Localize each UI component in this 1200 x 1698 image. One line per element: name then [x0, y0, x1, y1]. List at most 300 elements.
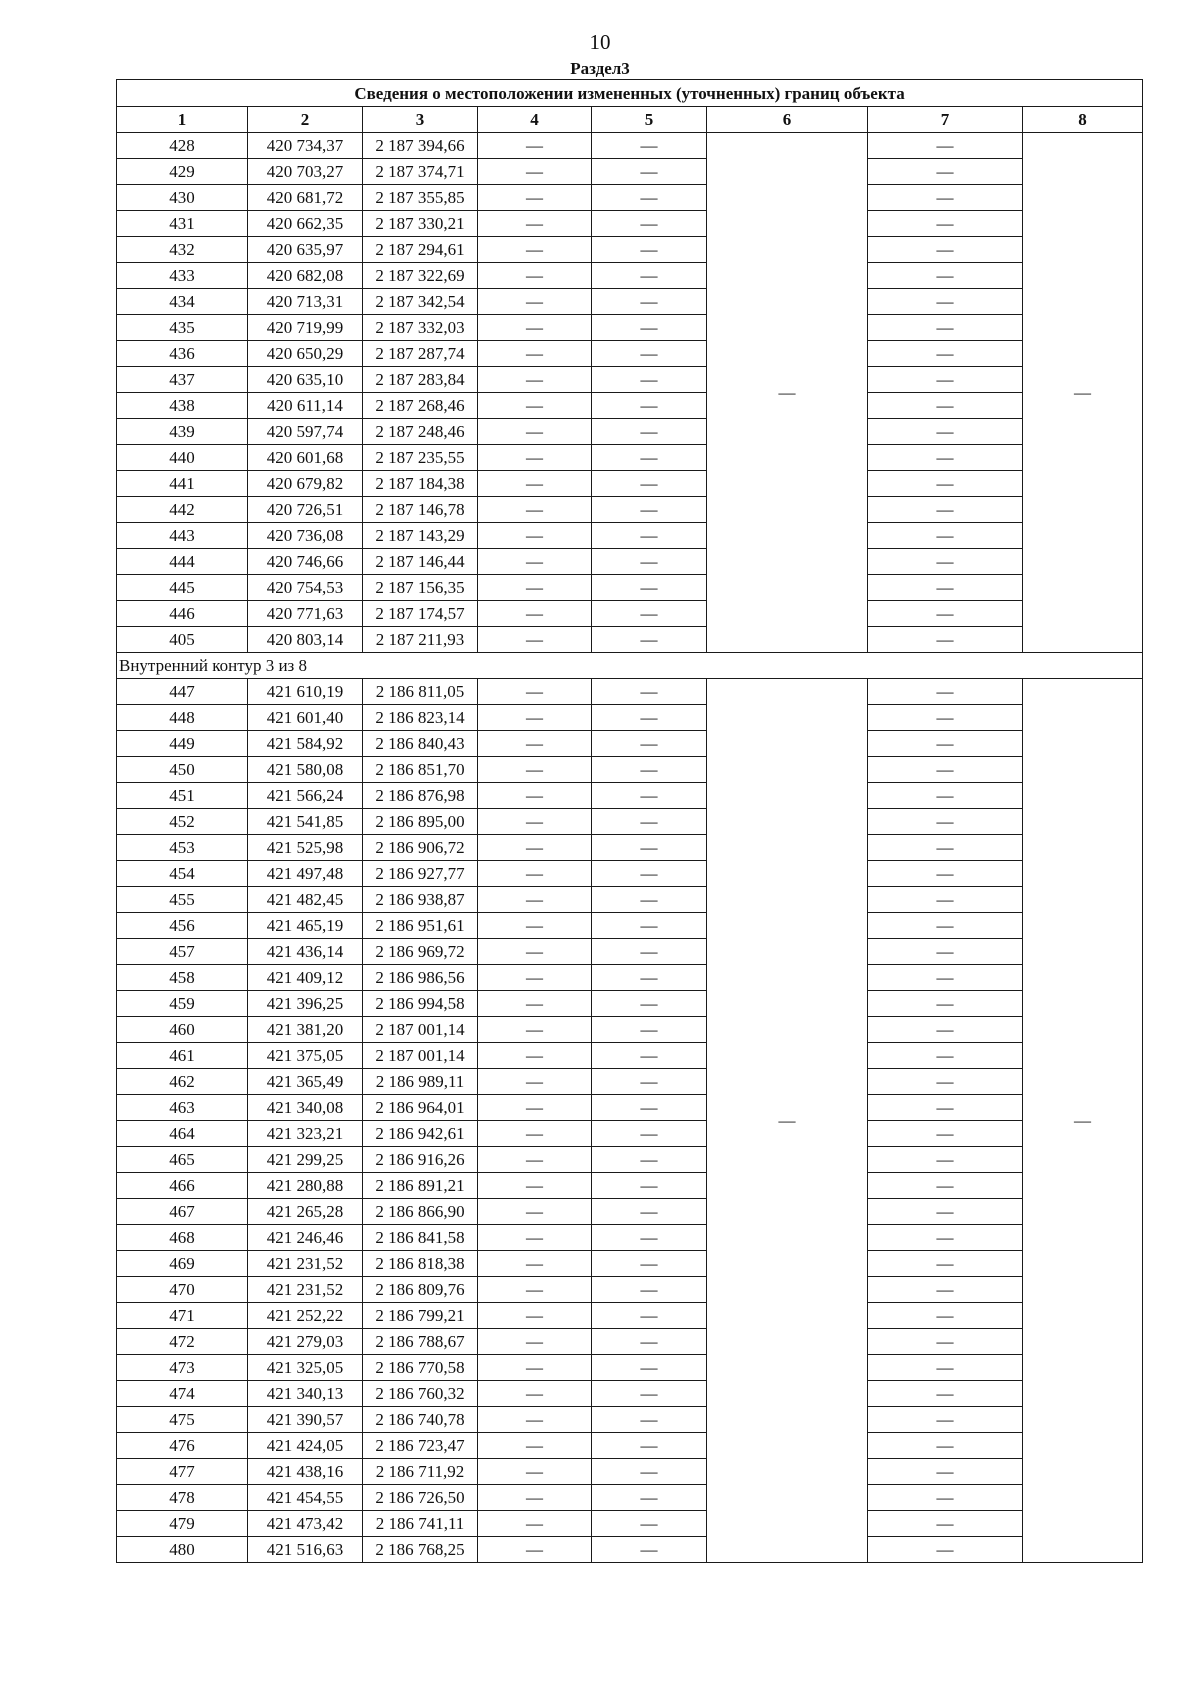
table-row — [117, 809, 1143, 835]
table-row — [117, 1407, 1143, 1433]
col5-dash-cell: — — [592, 263, 707, 289]
coordinates-table — [116, 79, 1143, 1563]
coord-x-cell: 421 541,85 — [248, 809, 363, 835]
coord-y-cell: 2 187 330,21 — [363, 211, 478, 237]
col5-dash-cell: — — [592, 549, 707, 575]
col5-dash-cell: — — [592, 1199, 707, 1225]
col4-dash-cell: — — [478, 1225, 592, 1251]
coord-y-cell: 2 187 211,93 — [363, 627, 478, 653]
col4-dash-cell: — — [478, 497, 592, 523]
col5-dash-cell: — — [592, 1459, 707, 1485]
point-number-cell: 430 — [117, 185, 248, 211]
table-row — [117, 939, 1143, 965]
coord-y-cell: 2 187 143,29 — [363, 523, 478, 549]
col4-dash-cell: — — [478, 1277, 592, 1303]
col7-dash-cell: — — [868, 1121, 1023, 1147]
coord-y-cell: 2 186 927,77 — [363, 861, 478, 887]
table-row — [117, 393, 1143, 419]
table-row — [117, 289, 1143, 315]
col7-dash-cell: — — [868, 1355, 1023, 1381]
col5-dash-cell: — — [592, 1043, 707, 1069]
table-row — [117, 757, 1143, 783]
table-row — [117, 237, 1143, 263]
col7-dash-cell: — — [868, 1381, 1023, 1407]
point-number-cell: 434 — [117, 289, 248, 315]
coord-x-cell: 421 409,12 — [248, 965, 363, 991]
column-header: 6 — [707, 107, 868, 133]
table-row — [117, 1459, 1143, 1485]
coord-y-cell: 2 186 823,14 — [363, 705, 478, 731]
point-number-cell: 433 — [117, 263, 248, 289]
col5-dash-cell: — — [592, 497, 707, 523]
coord-x-cell: 420 635,10 — [248, 367, 363, 393]
coord-x-cell: 421 231,52 — [248, 1277, 363, 1303]
coord-y-cell: 2 187 283,84 — [363, 367, 478, 393]
col7-dash-cell: — — [868, 1043, 1023, 1069]
col4-dash-cell: — — [478, 1381, 592, 1407]
col4-dash-cell: — — [478, 1303, 592, 1329]
table-row — [117, 783, 1143, 809]
col7-dash-cell: — — [868, 445, 1023, 471]
col7-dash-cell: — — [868, 861, 1023, 887]
col5-dash-cell: — — [592, 809, 707, 835]
point-number-cell: 435 — [117, 315, 248, 341]
coord-y-cell: 2 186 818,38 — [363, 1251, 478, 1277]
column-header: 8 — [1023, 107, 1143, 133]
col4-dash-cell: — — [478, 1511, 592, 1537]
point-number-cell: 452 — [117, 809, 248, 835]
col4-dash-cell: — — [478, 263, 592, 289]
coord-x-cell: 421 610,19 — [248, 679, 363, 705]
col4-dash-cell: — — [478, 731, 592, 757]
col4-dash-cell: — — [478, 627, 592, 653]
col5-dash-cell: — — [592, 1355, 707, 1381]
col5-dash-cell: — — [592, 1407, 707, 1433]
point-number-cell: 448 — [117, 705, 248, 731]
coord-x-cell: 421 525,98 — [248, 835, 363, 861]
coord-x-cell: 420 597,74 — [248, 419, 363, 445]
coord-x-cell: 421 299,25 — [248, 1147, 363, 1173]
col5-dash-cell: — — [592, 471, 707, 497]
point-number-cell: 474 — [117, 1381, 248, 1407]
table-title-row — [117, 80, 1143, 107]
col5-dash-cell: — — [592, 1225, 707, 1251]
coord-y-cell: 2 187 146,44 — [363, 549, 478, 575]
coord-x-cell: 421 252,22 — [248, 1303, 363, 1329]
point-number-cell: 437 — [117, 367, 248, 393]
point-number-cell: 479 — [117, 1511, 248, 1537]
point-number-cell: 449 — [117, 731, 248, 757]
point-number-cell: 469 — [117, 1251, 248, 1277]
col7-dash-cell: — — [868, 1147, 1023, 1173]
col7-dash-cell: — — [868, 133, 1023, 159]
table-row — [117, 835, 1143, 861]
col5-dash-cell: — — [592, 783, 707, 809]
col7-dash-cell: — — [868, 289, 1023, 315]
point-number-cell: 478 — [117, 1485, 248, 1511]
coord-y-cell: 2 186 964,01 — [363, 1095, 478, 1121]
coord-y-cell: 2 186 989,11 — [363, 1069, 478, 1095]
coord-x-cell: 420 650,29 — [248, 341, 363, 367]
column-header-row — [117, 107, 1143, 133]
coord-y-cell: 2 187 332,03 — [363, 315, 478, 341]
coord-y-cell: 2 186 760,32 — [363, 1381, 478, 1407]
col5-dash-cell: — — [592, 367, 707, 393]
coord-y-cell: 2 187 156,35 — [363, 575, 478, 601]
col7-dash-cell: — — [868, 1511, 1023, 1537]
table-row — [117, 185, 1143, 211]
col4-dash-cell: — — [478, 341, 592, 367]
coord-x-cell: 420 662,35 — [248, 211, 363, 237]
col7-dash-cell: — — [868, 315, 1023, 341]
coord-y-cell: 2 186 711,92 — [363, 1459, 478, 1485]
col7-dash-cell: — — [868, 211, 1023, 237]
coord-y-cell: 2 187 001,14 — [363, 1017, 478, 1043]
table-row — [117, 315, 1143, 341]
table-row — [117, 549, 1143, 575]
col7-dash-cell: — — [868, 393, 1023, 419]
coord-x-cell: 421 497,48 — [248, 861, 363, 887]
point-number-cell: 445 — [117, 575, 248, 601]
col4-dash-cell: — — [478, 445, 592, 471]
coord-x-cell: 421 584,92 — [248, 731, 363, 757]
col5-dash-cell: — — [592, 159, 707, 185]
col4-dash-cell: — — [478, 1433, 592, 1459]
col7-dash-cell: — — [868, 341, 1023, 367]
point-number-cell: 447 — [117, 679, 248, 705]
point-number-cell: 461 — [117, 1043, 248, 1069]
table-row — [117, 341, 1143, 367]
col4-dash-cell: — — [478, 965, 592, 991]
col5-dash-cell: — — [592, 939, 707, 965]
coord-x-cell: 421 265,28 — [248, 1199, 363, 1225]
col4-dash-cell: — — [478, 471, 592, 497]
col4-dash-cell: — — [478, 367, 592, 393]
table-row — [117, 575, 1143, 601]
coord-x-cell: 420 681,72 — [248, 185, 363, 211]
coord-x-cell: 421 482,45 — [248, 887, 363, 913]
col4-dash-cell: — — [478, 1251, 592, 1277]
coord-y-cell: 2 187 374,71 — [363, 159, 478, 185]
col4-dash-cell: — — [478, 1407, 592, 1433]
point-number-cell: 475 — [117, 1407, 248, 1433]
col7-dash-cell: — — [868, 939, 1023, 965]
point-number-cell: 467 — [117, 1199, 248, 1225]
coord-x-cell: 421 473,42 — [248, 1511, 363, 1537]
coord-y-cell: 2 187 235,55 — [363, 445, 478, 471]
col4-dash-cell: — — [478, 887, 592, 913]
col7-dash-cell: — — [868, 419, 1023, 445]
table-row — [117, 1251, 1143, 1277]
coord-x-cell: 421 454,55 — [248, 1485, 363, 1511]
coord-x-cell: 421 231,52 — [248, 1251, 363, 1277]
coord-y-cell: 2 186 788,67 — [363, 1329, 478, 1355]
point-number-cell: 442 — [117, 497, 248, 523]
column-header: 2 — [248, 107, 363, 133]
point-number-cell: 468 — [117, 1225, 248, 1251]
point-number-cell: 436 — [117, 341, 248, 367]
coord-y-cell: 2 186 740,78 — [363, 1407, 478, 1433]
table-row — [117, 731, 1143, 757]
coord-y-cell: 2 186 768,25 — [363, 1537, 478, 1563]
coord-y-cell: 2 187 355,85 — [363, 185, 478, 211]
section-label: Раздел3 — [570, 59, 630, 78]
coord-x-cell: 421 390,57 — [248, 1407, 363, 1433]
point-number-cell: 464 — [117, 1121, 248, 1147]
col5-dash-cell: — — [592, 913, 707, 939]
table-row — [117, 1433, 1143, 1459]
col4-dash-cell: — — [478, 757, 592, 783]
col7-dash-cell: — — [868, 523, 1023, 549]
point-number-cell: 460 — [117, 1017, 248, 1043]
coord-x-cell: 420 719,99 — [248, 315, 363, 341]
coord-y-cell: 2 187 001,14 — [363, 1043, 478, 1069]
col7-dash-cell: — — [868, 601, 1023, 627]
table-row — [117, 211, 1143, 237]
coord-x-cell: 420 679,82 — [248, 471, 363, 497]
col7-dash-cell: — — [868, 575, 1023, 601]
col6-merged-dash-cell: — — [707, 679, 868, 1563]
table-row — [117, 913, 1143, 939]
column-header: 5 — [592, 107, 707, 133]
col5-dash-cell: — — [592, 1303, 707, 1329]
coord-x-cell: 420 682,08 — [248, 263, 363, 289]
table-row — [117, 991, 1143, 1017]
table-row — [117, 497, 1143, 523]
col5-dash-cell: — — [592, 1511, 707, 1537]
table-row — [117, 471, 1143, 497]
coord-x-cell: 420 734,37 — [248, 133, 363, 159]
coord-y-cell: 2 186 811,05 — [363, 679, 478, 705]
col4-dash-cell: — — [478, 1043, 592, 1069]
point-number-cell: 458 — [117, 965, 248, 991]
table-row — [117, 1485, 1143, 1511]
col5-dash-cell: — — [592, 1329, 707, 1355]
col5-dash-cell: — — [592, 1537, 707, 1563]
coord-y-cell: 2 186 994,58 — [363, 991, 478, 1017]
table-row — [117, 1043, 1143, 1069]
table-row — [117, 1069, 1143, 1095]
coord-y-cell: 2 186 906,72 — [363, 835, 478, 861]
col7-dash-cell: — — [868, 237, 1023, 263]
coord-y-cell: 2 186 951,61 — [363, 913, 478, 939]
coord-x-cell: 420 771,63 — [248, 601, 363, 627]
point-number-cell: 441 — [117, 471, 248, 497]
table-row — [117, 601, 1143, 627]
point-number-cell: 455 — [117, 887, 248, 913]
point-number-cell: 450 — [117, 757, 248, 783]
table-row — [117, 445, 1143, 471]
col7-dash-cell: — — [868, 835, 1023, 861]
point-number-cell: 439 — [117, 419, 248, 445]
col5-dash-cell: — — [592, 1069, 707, 1095]
point-number-cell: 451 — [117, 783, 248, 809]
table-row — [117, 133, 1143, 159]
coord-y-cell: 2 186 799,21 — [363, 1303, 478, 1329]
col5-dash-cell: — — [592, 1381, 707, 1407]
column-header: 3 — [363, 107, 478, 133]
col5-dash-cell: — — [592, 445, 707, 471]
table-row — [117, 419, 1143, 445]
col7-dash-cell: — — [868, 1303, 1023, 1329]
col5-dash-cell: — — [592, 341, 707, 367]
table-row — [117, 263, 1143, 289]
coord-y-cell: 2 186 938,87 — [363, 887, 478, 913]
col7-dash-cell: — — [868, 185, 1023, 211]
coord-x-cell: 421 246,46 — [248, 1225, 363, 1251]
column-header: 1 — [117, 107, 248, 133]
coord-x-cell: 420 803,14 — [248, 627, 363, 653]
table-row — [117, 1355, 1143, 1381]
coord-x-cell: 421 566,24 — [248, 783, 363, 809]
col7-dash-cell: — — [868, 1017, 1023, 1043]
table-title: Сведения о местоположении измененных (уточненных) границ объекта — [117, 80, 1143, 107]
col4-dash-cell: — — [478, 133, 592, 159]
point-number-cell: 480 — [117, 1537, 248, 1563]
col7-dash-cell: — — [868, 471, 1023, 497]
table-body — [117, 133, 1143, 1563]
coord-y-cell: 2 187 146,78 — [363, 497, 478, 523]
col4-dash-cell: — — [478, 523, 592, 549]
coord-x-cell: 421 340,08 — [248, 1095, 363, 1121]
coord-y-cell: 2 186 895,00 — [363, 809, 478, 835]
coord-x-cell: 421 580,08 — [248, 757, 363, 783]
col5-dash-cell: — — [592, 133, 707, 159]
col4-dash-cell: — — [478, 237, 592, 263]
coord-y-cell: 2 187 248,46 — [363, 419, 478, 445]
col7-dash-cell: — — [868, 705, 1023, 731]
col7-dash-cell: — — [868, 1277, 1023, 1303]
col7-dash-cell: — — [868, 1095, 1023, 1121]
col8-merged-dash-cell: — — [1023, 679, 1143, 1563]
coord-y-cell: 2 187 268,46 — [363, 393, 478, 419]
col7-dash-cell: — — [868, 887, 1023, 913]
col7-dash-cell: — — [868, 1173, 1023, 1199]
col7-dash-cell: — — [868, 1329, 1023, 1355]
coord-y-cell: 2 187 342,54 — [363, 289, 478, 315]
point-number-cell: 465 — [117, 1147, 248, 1173]
coord-y-cell: 2 186 809,76 — [363, 1277, 478, 1303]
table-row — [117, 965, 1143, 991]
col7-dash-cell: — — [868, 809, 1023, 835]
coord-x-cell: 421 465,19 — [248, 913, 363, 939]
coord-x-cell: 420 713,31 — [248, 289, 363, 315]
coord-x-cell: 420 746,66 — [248, 549, 363, 575]
point-number-cell: 457 — [117, 939, 248, 965]
col7-dash-cell: — — [868, 731, 1023, 757]
table-row — [117, 679, 1143, 705]
col4-dash-cell: — — [478, 1017, 592, 1043]
col4-dash-cell: — — [478, 939, 592, 965]
col5-dash-cell: — — [592, 627, 707, 653]
point-number-cell: 477 — [117, 1459, 248, 1485]
col7-dash-cell: — — [868, 757, 1023, 783]
col5-dash-cell: — — [592, 419, 707, 445]
table-row — [117, 627, 1143, 653]
col7-dash-cell: — — [868, 1069, 1023, 1095]
point-number-cell: 438 — [117, 393, 248, 419]
col5-dash-cell: — — [592, 1277, 707, 1303]
col7-dash-cell: — — [868, 549, 1023, 575]
coord-y-cell: 2 187 287,74 — [363, 341, 478, 367]
col7-dash-cell: — — [868, 1459, 1023, 1485]
col5-dash-cell: — — [592, 861, 707, 887]
point-number-cell: 444 — [117, 549, 248, 575]
coord-x-cell: 420 726,51 — [248, 497, 363, 523]
table-row — [117, 1381, 1143, 1407]
col4-dash-cell: — — [478, 809, 592, 835]
col5-dash-cell: — — [592, 1485, 707, 1511]
coord-y-cell: 2 186 891,21 — [363, 1173, 478, 1199]
col6-merged-dash-cell: — — [707, 133, 868, 653]
table-row — [117, 1121, 1143, 1147]
col5-dash-cell: — — [592, 185, 707, 211]
table-row — [117, 1329, 1143, 1355]
col5-dash-cell: — — [592, 1173, 707, 1199]
col4-dash-cell: — — [478, 1199, 592, 1225]
col4-dash-cell: — — [478, 679, 592, 705]
col7-dash-cell: — — [868, 497, 1023, 523]
col4-dash-cell: — — [478, 1459, 592, 1485]
col5-dash-cell: — — [592, 523, 707, 549]
coord-y-cell: 2 187 394,66 — [363, 133, 478, 159]
col7-dash-cell: — — [868, 1225, 1023, 1251]
point-number-cell: 446 — [117, 601, 248, 627]
col5-dash-cell: — — [592, 237, 707, 263]
col7-dash-cell: — — [868, 1433, 1023, 1459]
coord-y-cell: 2 186 969,72 — [363, 939, 478, 965]
point-number-cell: 440 — [117, 445, 248, 471]
col5-dash-cell: — — [592, 835, 707, 861]
coord-y-cell: 2 186 916,26 — [363, 1147, 478, 1173]
col5-dash-cell: — — [592, 1121, 707, 1147]
coord-x-cell: 421 279,03 — [248, 1329, 363, 1355]
col4-dash-cell: — — [478, 575, 592, 601]
col5-dash-cell: — — [592, 575, 707, 601]
contour-label-row — [117, 653, 1143, 679]
coord-y-cell: 2 187 184,38 — [363, 471, 478, 497]
col8-merged-dash-cell: — — [1023, 133, 1143, 653]
point-number-cell: 431 — [117, 211, 248, 237]
coord-x-cell: 421 436,14 — [248, 939, 363, 965]
coord-y-cell: 2 186 840,43 — [363, 731, 478, 757]
col5-dash-cell: — — [592, 757, 707, 783]
coord-y-cell: 2 186 986,56 — [363, 965, 478, 991]
coord-x-cell: 421 365,49 — [248, 1069, 363, 1095]
table-row — [117, 1095, 1143, 1121]
col7-dash-cell: — — [868, 1537, 1023, 1563]
col4-dash-cell: — — [478, 159, 592, 185]
point-number-cell: 429 — [117, 159, 248, 185]
col5-dash-cell: — — [592, 991, 707, 1017]
col7-dash-cell: — — [868, 159, 1023, 185]
col5-dash-cell: — — [592, 315, 707, 341]
col5-dash-cell: — — [592, 1095, 707, 1121]
table-row — [117, 1147, 1143, 1173]
col4-dash-cell: — — [478, 549, 592, 575]
col4-dash-cell: — — [478, 1121, 592, 1147]
table-row — [117, 1303, 1143, 1329]
point-number-cell: 470 — [117, 1277, 248, 1303]
col5-dash-cell: — — [592, 1017, 707, 1043]
col4-dash-cell: — — [478, 835, 592, 861]
point-number-cell: 463 — [117, 1095, 248, 1121]
point-number-cell: 428 — [117, 133, 248, 159]
table-row — [117, 861, 1143, 887]
coord-y-cell: 2 186 741,11 — [363, 1511, 478, 1537]
point-number-cell: 432 — [117, 237, 248, 263]
col4-dash-cell: — — [478, 991, 592, 1017]
